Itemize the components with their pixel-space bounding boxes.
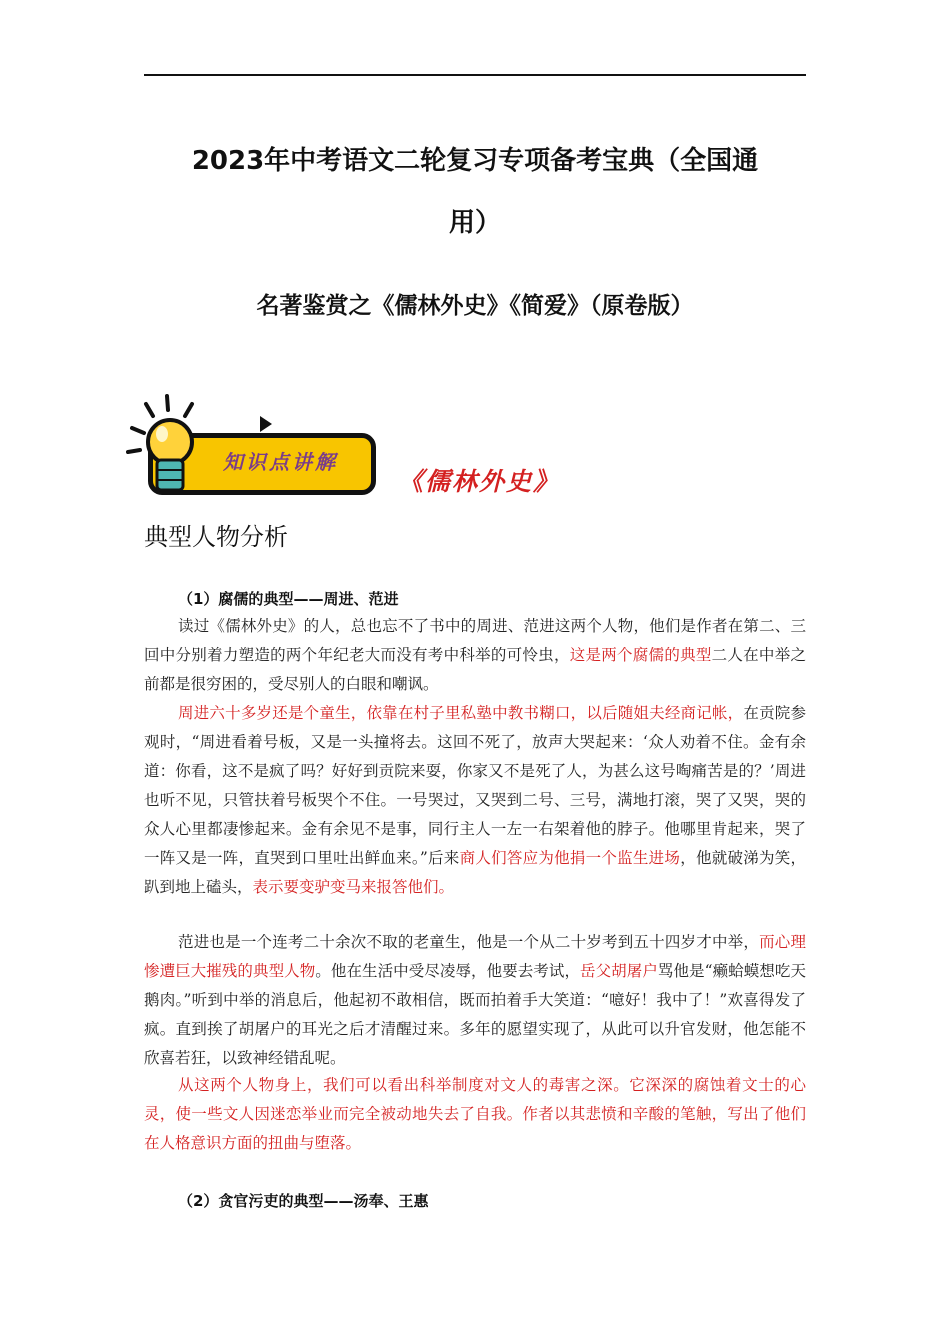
paragraph-3-text-c: 。他在生活中受尽凌辱，他要去考试， — [315, 962, 581, 980]
paragraph-1-text-c: 二人在中举之前都是很穷困的，受尽别人的白眼和嘲讽。 — [144, 646, 806, 693]
paragraph-2-text-b: 在贡院参观时，“周进看着号板，又是一头撞将去。这回不死了，放声大哭起来：‘众人劝着不住。金有余道：你看，这不是疯了吗？好好到贡院来耍，你家又不是死了人，为甚么这号啕痛苦是的？’周进也听不见，只管扶着号板哭个不住。一号哭过，又哭到二号、三号，满地打滚，哭了又哭，哭的众人心里都凄惨起来。金有余见不是事，同行主人一左一右架着他的脖子。他哪里肯起来，哭了一阵又是一阵，直哭到口里吐出鲜血来。”后来 — [144, 704, 806, 867]
book-title: 《儒林外史》 — [398, 467, 561, 496]
paragraph-1-highlight: 这是两个腐儒的典型 — [569, 646, 712, 664]
paragraph-2-highlight-a: 周进六十多岁还是个童生，依靠在村子里私塾中教书糊口，以后随姐夫经商记帐， — [178, 704, 744, 722]
paragraph-3-text-e: 骂他是“癞蛤蟆想吃天鹅肉。”听到中举的消息后，他起初不敢相信，既而拍着手大笑道：“噫好！我中了！”欢喜得发了疯。直到挨了胡屠户的耳光之后才清醒过来。多年的愿望实现了，从此可以升官发财，他怎能不欣喜若狂，以致神经错乱呢。 — [144, 962, 806, 1067]
paragraph-2-text-d: ，他就破涕为笑，趴到地上磕头， — [144, 849, 806, 896]
section-heading: 典型人物分析 — [144, 523, 288, 551]
paragraph-2 — [144, 699, 806, 902]
paragraph-1 — [144, 612, 806, 699]
paragraph-3 — [144, 928, 806, 1073]
paragraph-3-text-a: 范进也是一个连考二十余次不取的老童生，他是一个从二十岁考到五十四岁才中举， — [178, 933, 760, 951]
badge-label: 知识点讲解 — [223, 450, 338, 474]
header-rule — [144, 74, 806, 76]
document-subtitle: 名著鉴赏之《儒林外史》《简爱》（原卷版） — [256, 293, 694, 319]
document-title-line2: 用） — [448, 208, 501, 238]
lightbulb-icon — [120, 390, 210, 500]
paragraph-1-text-a: 读过《儒林外史》的人，总也忘不了书中的周进、范进这两个人物，他们是作者在第二、三回中分别着力塑造的两个年纪老大而没有考中科举的可怜虫， — [144, 617, 806, 664]
document-title-line1: 2023年中考语文二轮复习专项备考宝典（全国通 — [191, 146, 759, 176]
paragraph-2-highlight-e: 表示要变驴变马来报答他们。 — [252, 878, 455, 896]
subsection-heading-1: （1）腐儒的典型——周进、范进 — [178, 590, 399, 608]
play-arrow-icon — [260, 416, 272, 432]
knowledge-badge — [120, 390, 390, 510]
paragraph-2-highlight-c: 商人们答应为他捐一个监生进场 — [459, 849, 681, 867]
paragraph-3-highlight-b: 而心理惨遭巨大摧残的典型人物 — [144, 933, 806, 980]
paragraph-3-highlight-d: 岳父胡屠户 — [580, 962, 658, 980]
paragraph-4: 从这两个人物身上，我们可以看出科举制度对文人的毒害之深。它深深的腐蚀着文士的心灵，使一些文人因迷恋举业而完全被动地失去了自我。作者以其悲愤和辛酸的笔触，写出了他们在人格意识方面的扭曲与堕落。 — [144, 1076, 806, 1152]
subsection-heading-2: （2）贪官污吏的典型——汤奉、王惠 — [178, 1192, 429, 1210]
